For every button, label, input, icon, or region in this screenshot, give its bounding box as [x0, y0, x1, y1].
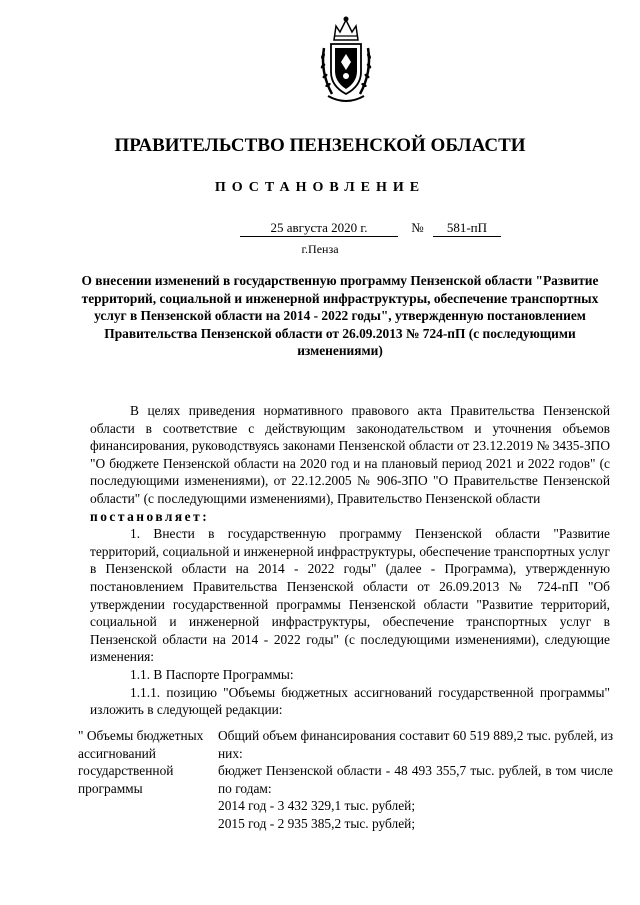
item-1-1-paragraph: 1.1. В Паспорте Программы: [130, 666, 294, 682]
preamble-text: В целях приведения нормативного правового акта Правительства Пензенской области в соответствие с действующим законодательством и уточнения объемов финансирования, руководствуясь законами Пензенской области от 23.12.2019 № 3435-ЗПО "О бюджете Пензенской области на 2020 год и на плановый период 2021 и 2022 годов" (с последующими изменениями), от 22.12.2005 № 906-ЗПО "О Правительстве Пензенской области" (с последующими изменениями), Правительство Пензенской области [90, 403, 610, 506]
passport-line: Общий объем финансирования составит 60 519 889,2 тыс. рублей, из них: [218, 728, 613, 761]
number-sign: № [411, 220, 424, 235]
passport-line: 2015 год - 2 935 385,2 тыс. рублей; [218, 815, 416, 831]
item-1-1-1-paragraph: 1.1.1. позицию "Объемы бюджетных ассигнований государственной программы" изложить в следующей редакции: [90, 684, 610, 718]
document-number: 581-пП [433, 220, 501, 237]
preamble-paragraph [90, 402, 610, 508]
city: г.Пенза [301, 242, 339, 256]
government-title: ПРАВИТЕЛЬСТВО ПЕНЗЕНСКОЙ ОБЛАСТИ [114, 135, 526, 156]
document-subject: О внесении изменений в государственную программу Пензенской области "Развитие территорий, социальной и инженерной инфраструктуры, обеспечение транспортных услуг в Пензенской области на 2014 - 2022 годы", утвержденную постановлением Правительства Пензенской области от 26.09.2013 № 724-пП (с последующими изменениями) [81, 273, 599, 358]
document-date: 25 августа 2020 г. [240, 220, 398, 237]
date-number-line [240, 220, 501, 237]
passport-line: бюджет Пензенской области - 48 493 355,7 тыс. рублей, в том числе по годам: [218, 763, 613, 796]
passport-values [218, 727, 613, 833]
passport-label: " Объемы бюджетных ассигнований государственной программы [78, 728, 204, 796]
resolves-paragraph [90, 508, 610, 526]
document-type: ПОСТАНОВЛЕНИЕ [214, 180, 426, 195]
item-1-paragraph: 1. Внести в государственную программу Пензенской области "Развитие территорий, социальной и инженерной инфраструктуры, обеспечение транспортных услуг в Пензенской области на 2014 - 2022 годы" (далее - Программа), утвержденную постановлением Правительства Пензенской области от 26.09.2013 № 724-пП "Об утверждении государственной программы Пензенской области "Развитие территорий, социальной и инженерной инфраструктуры, обеспечение транспортных услуг в Пензенской области на 2014 - 2022 годы" (с последующими изменениями), следующие изменения: [90, 526, 610, 665]
coat-of-arms-emblem [318, 14, 374, 106]
document-body [90, 402, 610, 719]
resolves-word: постановляет: [90, 508, 210, 524]
passport-line: 2014 год - 3 432 329,1 тыс. рублей; [218, 798, 416, 814]
